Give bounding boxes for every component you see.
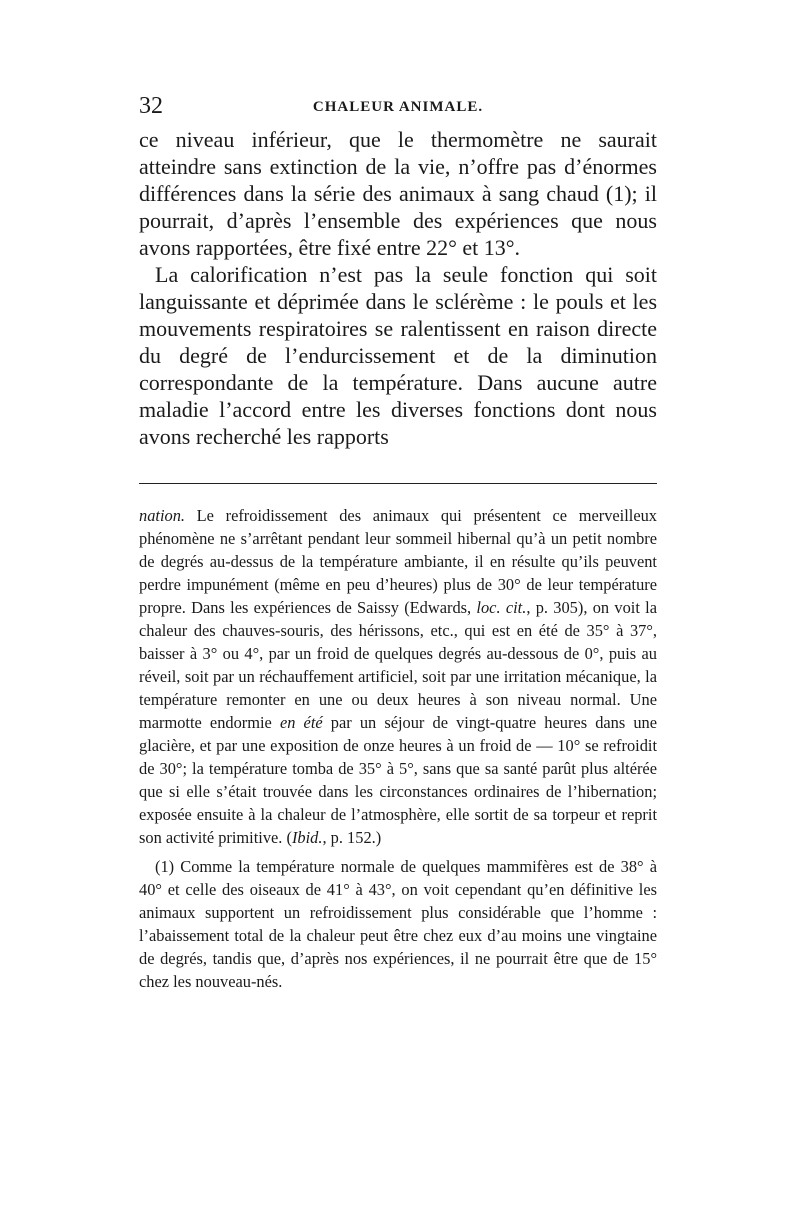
- body-paragraph: La calorification n’est pas la seule fonction qui soit languissante et déprimée dans le sclérème : le pouls et les mouvements respiratoires se ralentissent en raison directe du degré de l’endurcissement et de la diminution correspondante de la température. Dans aucune autre maladie l’accord entre les diverses fonctions dont nous avons recherché les rapports: [139, 262, 657, 449]
- footnotes: [139, 504, 657, 993]
- footnote-italic-lead: nation.: [139, 506, 185, 525]
- body-paragraph: ce niveau inférieur, que le thermomètre ne saurait atteindre sans extinction de la vie, n’offre pas d’énormes différences dans la série des animaux à sang chaud (1); il pourrait, d’après l’ensemble des expériences que nous avons rapportées, être fixé entre 22° et 13°.: [139, 127, 657, 260]
- footnote-text: par un séjour de vingt-quatre heures dans une glacière, et par une exposition de onze heures à un froid de — 10° se refroidit de 30°; la température tomba de 35° à 5°, sans que sa santé parût plus altérée que si elle s’était trouvée dans les circonstances ordinaires de l’hibernation; exposée ensuite à la chaleur de l’atmosphère, elle sortit de sa torpeur et reprit son activité primitive. (: [139, 713, 658, 847]
- footnote-citation: Ibid.: [291, 828, 323, 847]
- footnote-continued: [139, 504, 657, 849]
- page-number: 32: [139, 93, 163, 119]
- footnote-text: , p. 152.): [322, 828, 382, 847]
- running-head: [139, 92, 657, 122]
- footnote-separator: [139, 483, 657, 484]
- footnote-1: (1) Comme la température normale de quelques mammifères est de 38° à 40° et celle des oiseaux de 41° à 43°, on voit cependant qu’en définitive les animaux supportent un refroidissement plus considérable que l’homme : l’abaissement total de la chaleur peut être chez eux d’au moins une vingtaine de degrés, tandis que, d’après nos expériences, il ne pourrait être que de 15° chez les nouveau-nés.: [139, 857, 657, 991]
- book-page: [139, 92, 657, 993]
- footnote-text: , p. 305), on voit la chaleur des chauves-souris, des hérissons, etc., qui est en été de 35° à 37°, baisser à 3° ou 4°, par un froid de quelques degrés au-dessous de 0°, puis au réveil, soit par un réchauffement artificiel, soit par une irritation mécanique, la température remonter en une ou deux heures à son niveau normal. Une marmotte endormie: [139, 598, 658, 732]
- footnote-italic-phrase: en été: [279, 713, 323, 732]
- main-text: [139, 126, 657, 450]
- footnote-citation: loc. cit.: [476, 598, 527, 617]
- running-title: CHALEUR ANIMALE.: [312, 99, 484, 115]
- footnote-text: Le refroidissement des animaux qui présentent ce merveilleux phénomène ne s’arrêtant pendant leur sommeil hibernal qu’à un petit nombre de degrés au-dessus de la température ambiante, il en résulte qu’ils peuvent perdre impunément (même en peu d’heures) plus de 30° de leur température propre. Dans les expériences de Saissy (Edwards,: [139, 506, 657, 617]
